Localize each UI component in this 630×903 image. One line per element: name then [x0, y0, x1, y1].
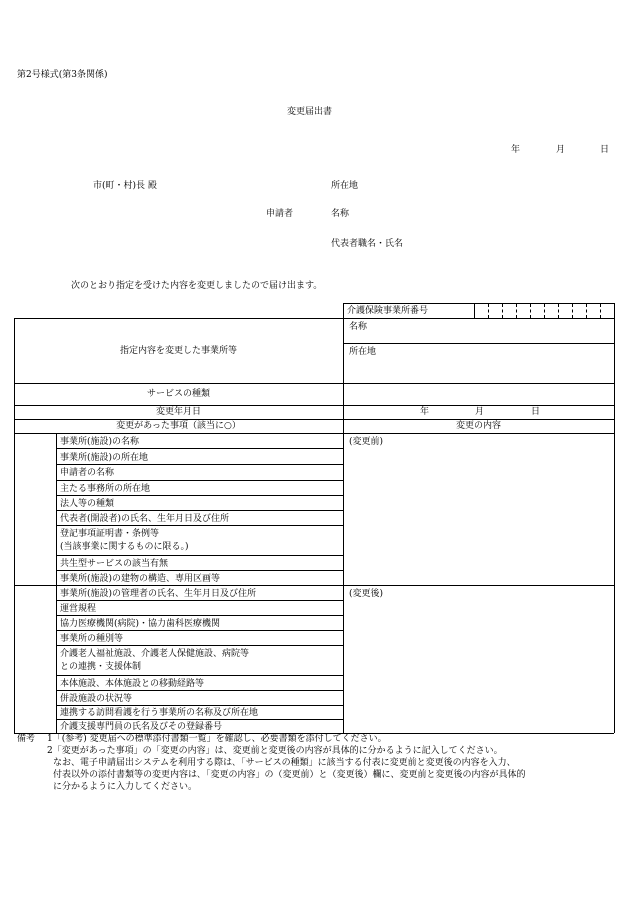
date-year-label: 年: [511, 145, 521, 155]
office-name-label: 名称: [349, 322, 368, 332]
item-office-name: 事業所(施設)の名称: [60, 437, 140, 447]
note-line-5: に分かるように入力してください。: [53, 782, 198, 792]
item-manager: 事業所(施設)の管理者の氏名、生年月日及び住所: [60, 589, 257, 599]
item-main-office-address: 主たる事務所の所在地: [60, 484, 151, 494]
office-label: 指定内容を変更した事業所等: [119, 346, 237, 356]
representative-label: 代表者職名・氏名: [331, 239, 404, 249]
item-applicant-name: 申請者の名称: [60, 468, 115, 478]
after-label: (変更後): [349, 589, 384, 599]
items-header: 変更があった事項（該当に○）: [116, 421, 241, 431]
change-date-year: 年: [420, 407, 430, 417]
provider-number-label: 介護保険事業所番号: [347, 306, 429, 316]
item-building-structure: 事業所(施設)の建物の構造、専用区画等: [60, 574, 221, 584]
service-type-field[interactable]: [344, 384, 613, 404]
before-label: (変更前): [349, 437, 384, 447]
notes-label: 備考: [17, 734, 36, 744]
form-number: 第2号様式(第3条関係): [17, 70, 108, 80]
mayor-addressee: 市(町・村)長 殿: [93, 181, 157, 191]
item-attached-facility: 併設施設の状況等: [60, 694, 133, 704]
item-home-nursing: 連携する訪問看護を行う事業所の名称及び所在地: [60, 708, 259, 718]
note-line-1: 1「(参考) 変更届への標準添付書類一覧」を確認し、必要書類を添付してください。: [47, 734, 387, 744]
office-address-label: 所在地: [349, 347, 377, 357]
statement-text: 次のとおり指定を受けた内容を変更しましたので届け出ます。: [71, 281, 323, 291]
after-content-field[interactable]: [344, 600, 613, 732]
item-registration-note: (当該事業に関するものに限る。): [60, 542, 189, 552]
service-type-label: サービスの種類: [146, 389, 210, 399]
applicant-label: 申請者: [266, 209, 294, 219]
applicant-name-label: 名称: [331, 209, 350, 219]
date-day-label: 日: [600, 145, 610, 155]
item-office-address: 事業所(施設)の所在地: [60, 453, 149, 463]
item-office-category: 事業所の種別等: [60, 634, 124, 644]
note-line-4: 付表以外の添付書類等の変更内容は､「変更の内容」の（変更前）と（変更後）欄に、変更前と変更後の内容が具体的: [53, 770, 526, 780]
item-representative: 代表者(開設者)の氏名、生年月日及び住所: [60, 514, 230, 524]
applicant-address-label: 所在地: [331, 181, 359, 191]
item-care-facility-coop: 介護老人福祉施設、介護老人保健施設、病院等: [60, 649, 250, 659]
item-care-manager: 介護支援専門員の氏名及びその登録番号: [60, 722, 223, 732]
item-cooperating-medical: 協力医療機関(病院)・協力歯科医療機関: [60, 619, 221, 629]
before-content-field[interactable]: [344, 448, 613, 584]
item-corporation-type: 法人等の種類: [60, 499, 115, 509]
item-registration-certificate: 登記事項証明書・条例等: [60, 529, 160, 539]
item-operating-rules: 運営規程: [60, 604, 97, 614]
change-date-label: 変更年月日: [155, 407, 201, 417]
item-care-facility-coop-2: との連携・支援体制: [60, 662, 142, 672]
page-title: 変更届出書: [287, 107, 333, 117]
note-line-2: 2「変更があった事項」の「変更の内容」は、変更前と変更後の内容が具体的に分かるように記入してください。: [47, 746, 503, 756]
item-symbiotic-service: 共生型サービスの該当有無: [60, 559, 169, 569]
office-address-field[interactable]: [344, 358, 613, 382]
content-header: 変更の内容: [455, 421, 501, 431]
note-line-3: なお、電子申請届出システムを利用する際は､「サービスの種類」に該当する付表に変更前と変更後の内容を入力、: [53, 758, 516, 768]
office-name-field[interactable]: [344, 333, 613, 343]
item-checkbox[interactable]: [15, 434, 55, 732]
date-month-label: 月: [556, 145, 566, 155]
item-main-facility-route: 本体施設、本体施設との移動経路等: [60, 679, 205, 689]
provider-number-boxes[interactable]: [474, 304, 614, 318]
change-date-month: 月: [475, 407, 485, 417]
change-date-day: 日: [531, 407, 541, 417]
